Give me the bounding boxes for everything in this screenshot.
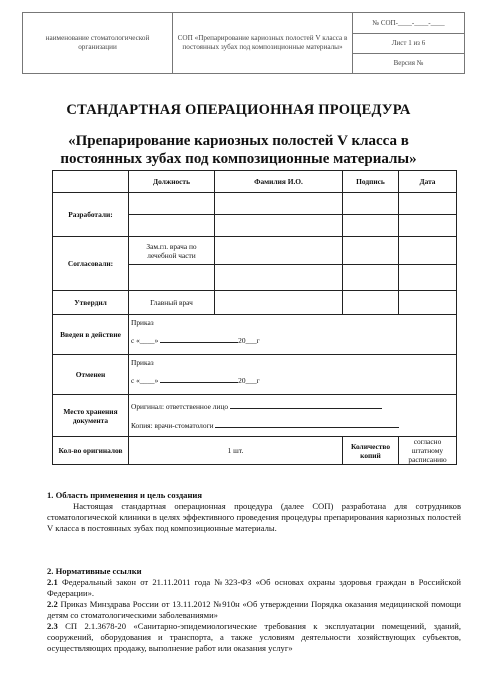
cell-empty — [215, 265, 343, 291]
cell-empty — [215, 215, 343, 237]
cell-empty — [343, 193, 399, 215]
section-1 — [47, 490, 461, 534]
enacted-date-blank — [160, 335, 238, 343]
storage-original-text: Оригинал: ответственное лицо — [131, 402, 230, 411]
sop-title-header: СОП «Препарирование кариозных полостей V класса в постоянных зубах под композиционные материалы» — [173, 13, 353, 74]
row-enacted-label: Введен в действие — [53, 315, 129, 355]
col-header-date: Дата — [399, 171, 457, 193]
version-number: Версия № — [353, 54, 465, 74]
reference-2-2-text: Приказ Минздрава России от 13.11.2012 №910н «Об утверждении Порядка оказания медицинской помощи детям со стоматологическими заболеваниями» — [47, 599, 461, 620]
cell-empty — [343, 291, 399, 315]
reference-2-3 — [47, 621, 461, 654]
storage-cell — [129, 395, 457, 437]
cell-empty — [215, 237, 343, 265]
reference-2-1-text: Федеральный закон от 21.11.2011 года №323-ФЗ «Об основах охраны здоровья граждан в Российской Федерации». — [47, 577, 461, 598]
section-1-text: Настоящая стандартная операционная процедура (далее СОП) разработана для сотрудников стоматологической клиники в целях эффективного проведения процедуры препарирования кариозных полостей V класса в постоянных зубах под композиционные материалы. — [47, 501, 461, 533]
reference-2-3-num: 2.3 — [47, 621, 58, 631]
reference-2-1-num: 2.1 — [47, 577, 58, 587]
section-2-heading: 2. Нормативные ссылки — [47, 566, 142, 576]
enacted-year: 20___г — [238, 336, 260, 345]
document-title: СТАНДАРТНАЯ ОПЕРАЦИОННАЯ ПРОЦЕДУРА — [66, 102, 411, 118]
enacted-date-line — [131, 335, 454, 345]
row-developed-label: Разработали: — [53, 193, 129, 237]
copies-count: согласно штатному расписанию — [399, 437, 457, 465]
approved-position: Главный врач — [129, 291, 215, 315]
approval-table — [52, 170, 457, 465]
cell-empty — [129, 215, 215, 237]
cell-empty — [129, 265, 215, 291]
storage-original-blank — [230, 401, 382, 409]
document-header — [22, 12, 465, 74]
cell-empty — [399, 237, 457, 265]
storage-copy-blank — [215, 420, 399, 428]
row-approved-label: Утвердил — [53, 291, 129, 315]
enacted-order-cell — [129, 315, 457, 355]
reference-2-3-text: СП 2.1.3678-20 «Санитарно-эпидемиологические требования к эксплуатации помещений, зданий, сооружений, оборудования и транспорта, а также условиям деятельности хозяйствующих субъектов, осуществляющих продажу, выполнение работ или оказания услуг» — [47, 621, 461, 653]
cell-empty — [343, 265, 399, 291]
storage-copy-text: Копия: врачи-стоматологи — [131, 421, 216, 430]
enacted-order-label: Приказ — [131, 318, 154, 327]
cell-empty — [343, 237, 399, 265]
cancelled-order-cell — [129, 355, 457, 395]
col-header-position: Должность — [129, 171, 215, 193]
storage-copy — [131, 420, 454, 430]
subtitle-line-1: «Препарирование кариозных полостей V класса в — [68, 133, 409, 149]
cell-empty — [129, 193, 215, 215]
col-header-signature: Подпись — [343, 171, 399, 193]
sheet-number: Лист 1 из 6 — [353, 34, 465, 54]
storage-original — [131, 401, 454, 411]
cancelled-date-line — [131, 375, 454, 385]
cell-empty — [399, 291, 457, 315]
row-agreed-label: Согласовали: — [53, 237, 129, 291]
reference-2-1 — [47, 577, 461, 599]
cancelled-date-prefix: с «____» — [131, 376, 161, 385]
cell-empty — [343, 215, 399, 237]
subtitle-line-2: постоянных зубах под композиционные материалы» — [60, 151, 417, 167]
section-1-heading: 1. Область применения и цель создания — [47, 490, 203, 500]
document-subtitle — [0, 132, 477, 168]
col-header-name: Фамилия И.О. — [215, 171, 343, 193]
agreed-position: Зам.гл. врача по лечебной части — [129, 237, 215, 265]
cancelled-date-blank — [160, 375, 238, 383]
enacted-date-prefix: с «____» — [131, 336, 161, 345]
cell-empty — [399, 193, 457, 215]
org-name: наименование стоматологической организации — [23, 13, 173, 74]
cell-empty — [399, 215, 457, 237]
reference-2-2 — [47, 599, 461, 621]
row-cancelled-label: Отменен — [53, 355, 129, 395]
copies-count-label: Количество копий — [343, 437, 399, 465]
reference-2-2-num: 2.2 — [47, 599, 58, 609]
sop-number: № СОП-____-____-____ — [353, 13, 465, 34]
cell-empty — [215, 193, 343, 215]
row-storage-label: Место хранения документа — [53, 395, 129, 437]
cancelled-order-label: Приказ — [131, 358, 154, 367]
section-2 — [47, 566, 461, 654]
row-originals-label: Кол-во оригиналов — [53, 437, 129, 465]
cancelled-year: 20___г — [238, 376, 260, 385]
originals-count: 1 шт. — [129, 437, 343, 465]
cell-empty — [215, 291, 343, 315]
cell-empty — [399, 265, 457, 291]
table-corner-cell — [53, 171, 129, 193]
